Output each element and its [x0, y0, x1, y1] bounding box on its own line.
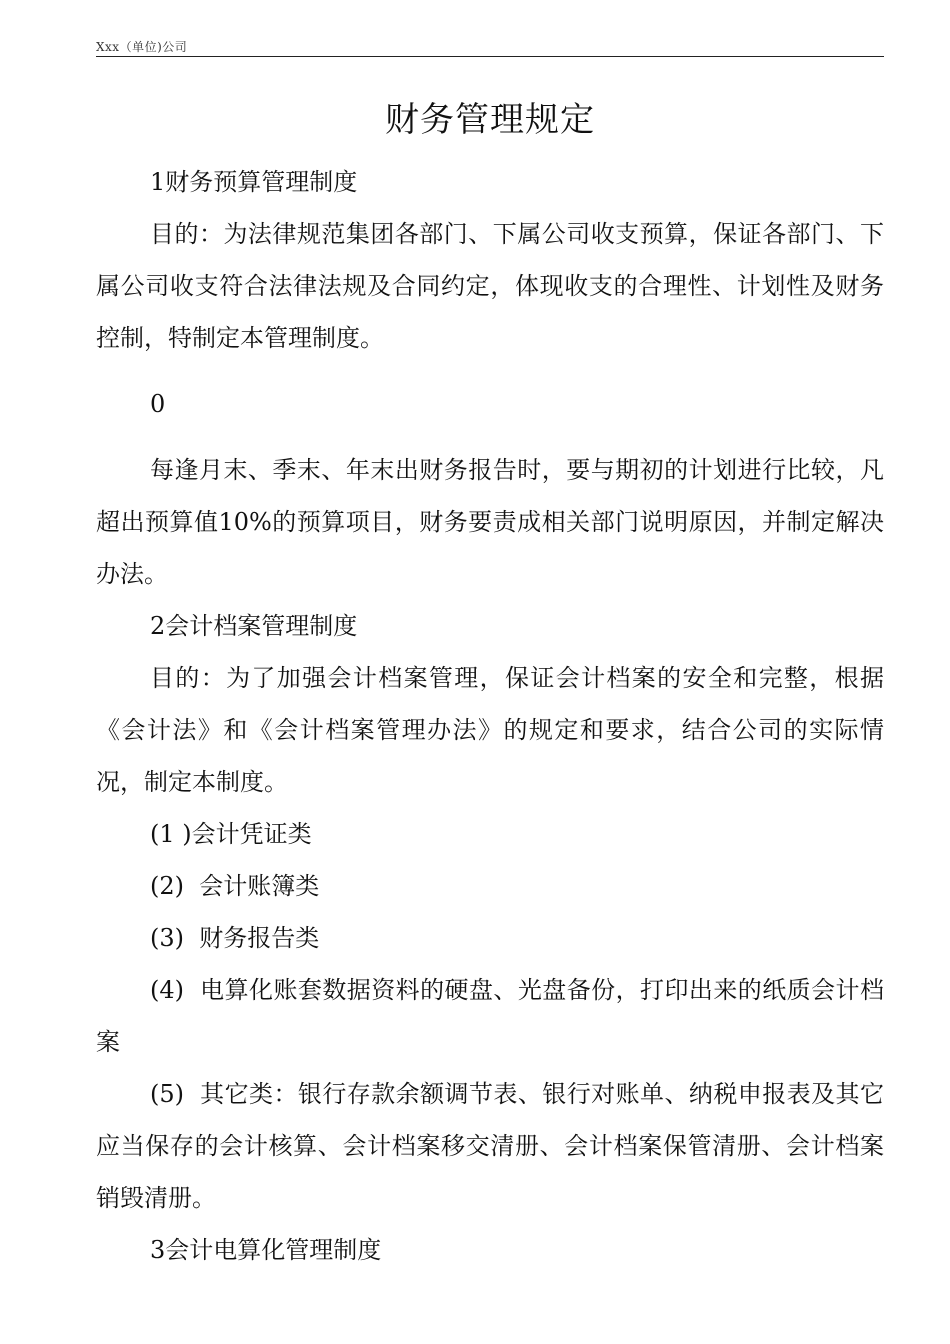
section-heading-computerized: 3会计电算化管理制度	[150, 1236, 382, 1264]
paragraph-budget-comparison: 每逢月末、季末、年末出财务报告时，要与期初的计划进行比较，凡超出预算值10%的预算项目，财务要责成相关部门说明原因，并制定解决办法。	[96, 456, 884, 588]
spacer	[96, 430, 884, 444]
page-header	[96, 38, 884, 57]
list-item-vouchers: (1 )会计凭证类	[150, 820, 312, 848]
list-item-electronic-data: (4) 电算化账套数据资料的硬盘、光盘备份，打印出来的纸质会计档案	[96, 976, 884, 1056]
header-company-name: Xxx（单位)公司	[96, 40, 188, 54]
document-title: 财务管理规定	[385, 100, 595, 140]
spacer	[96, 364, 884, 378]
list-item-ledgers: (2) 会计账簿类	[150, 872, 320, 900]
section-heading-budget: 1财务预算管理制度	[150, 168, 358, 196]
paragraph-budget-purpose: 目的：为法律规范集团各部门、下属公司收支预算，保证各部门、下属公司收支符合法律法规及合同约定，体现收支的合理性、计划性及财务控制，特制定本管理制度。	[96, 220, 884, 352]
list-item-reports: (3) 财务报告类	[150, 924, 320, 952]
paragraph-zero: 0	[150, 390, 166, 418]
document-body	[96, 156, 884, 1276]
paragraph-archives-purpose: 目的：为了加强会计档案管理，保证会计档案的安全和完整，根据《会计法》和《会计档案管理办法》的规定和要求，结合公司的实际情况，制定本制度。	[96, 664, 884, 796]
list-item-others: (5) 其它类：银行存款余额调节表、银行对账单、纳税申报表及其它应当保存的会计核算、会计档案移交清册、会计档案保管清册、会计档案销毁清册。	[96, 1080, 884, 1212]
section-heading-archives: 2会计档案管理制度	[150, 612, 358, 640]
